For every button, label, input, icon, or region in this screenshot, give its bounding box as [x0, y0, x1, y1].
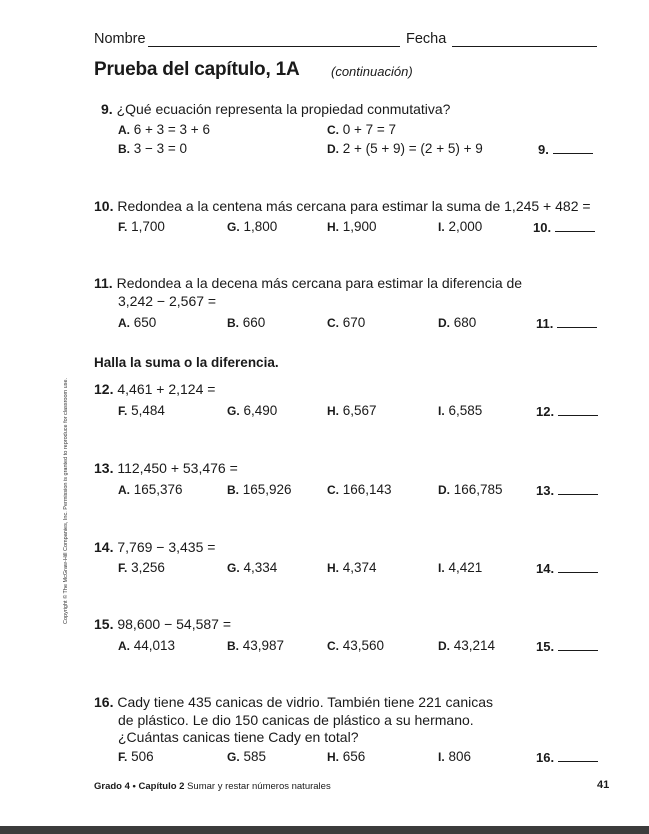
- option-11b[interactable]: B. 660: [227, 315, 266, 330]
- question-12: 12. 4,461 + 2,124 =: [94, 381, 216, 397]
- answer-blank-9[interactable]: 9.: [538, 142, 593, 157]
- answer-blank-16[interactable]: 16.: [536, 750, 598, 765]
- question-16: 16. Cady tiene 435 canicas de vidrio. También tiene 221 canicas: [94, 694, 494, 710]
- name-field[interactable]: [148, 46, 400, 47]
- option-15a[interactable]: A. 44,013: [118, 638, 176, 653]
- option-14i[interactable]: I. 4,421: [438, 560, 483, 575]
- option-13a[interactable]: A. 165,376: [118, 482, 183, 497]
- answer-blank-15[interactable]: 15.: [536, 639, 598, 654]
- option-14h[interactable]: H. 4,374: [327, 560, 377, 575]
- question-16-line3: ¿Cuántas canicas tiene Cady en total?: [118, 729, 359, 745]
- option-13c[interactable]: C. 166,143: [327, 482, 392, 497]
- option-11a[interactable]: A. 650: [118, 315, 157, 330]
- option-10i[interactable]: I. 2,000: [438, 219, 483, 234]
- option-14g[interactable]: G. 4,334: [227, 560, 278, 575]
- question-16-line2: de plástico. Le dio 150 canicas de plástico a su hermano.: [118, 712, 474, 728]
- option-10f[interactable]: F. 1,700: [118, 219, 165, 234]
- option-12i[interactable]: I. 6,585: [438, 403, 483, 418]
- bottom-edge-bar: [0, 826, 649, 834]
- answer-blank-11[interactable]: 11.: [536, 316, 597, 331]
- option-9b[interactable]: B. 3 − 3 = 0: [118, 141, 188, 156]
- option-12f[interactable]: F. 5,484: [118, 403, 165, 418]
- option-13b[interactable]: B. 165,926: [227, 482, 292, 497]
- option-15d[interactable]: D. 43,214: [438, 638, 496, 653]
- option-11c[interactable]: C. 670: [327, 315, 366, 330]
- option-9c[interactable]: C. 0 + 7 = 7: [327, 122, 397, 137]
- date-label: Fecha: [406, 31, 447, 47]
- option-9d[interactable]: D. 2 + (5 + 9) = (2 + 5) + 9: [327, 141, 483, 156]
- section-heading: Halla la suma o la diferencia.: [94, 355, 279, 370]
- option-15c[interactable]: C. 43,560: [327, 638, 385, 653]
- copyright-notice: Copyright © The McGraw-Hill Companies, Inc. Permission is granted to reproduce for classroom use.: [63, 377, 69, 624]
- option-15b[interactable]: B. 43,987: [227, 638, 285, 653]
- option-14f[interactable]: F. 3,256: [118, 560, 165, 575]
- option-12g[interactable]: G. 6,490: [227, 403, 278, 418]
- option-16g[interactable]: G. 585: [227, 749, 266, 764]
- date-field[interactable]: [452, 46, 597, 47]
- option-16f[interactable]: F. 506: [118, 749, 154, 764]
- question-13: 13. 112,450 + 53,476 =: [94, 460, 238, 476]
- option-11d[interactable]: D. 680: [438, 315, 477, 330]
- question-15: 15. 98,600 − 54,587 =: [94, 616, 232, 632]
- option-16h[interactable]: H. 656: [327, 749, 366, 764]
- answer-blank-14[interactable]: 14.: [536, 561, 598, 576]
- option-10g[interactable]: G. 1,800: [227, 219, 278, 234]
- answer-blank-12[interactable]: 12.: [536, 404, 598, 419]
- footer-info: Grado 4 • Capítulo 2 Sumar y restar números naturales: [94, 781, 331, 792]
- question-10: 10. Redondea a la centena más cercana para estimar la suma de 1,245 + 482 =: [94, 198, 591, 214]
- page-subtitle: (continuación): [331, 64, 413, 79]
- option-16i[interactable]: I. 806: [438, 749, 471, 764]
- page-number: 41: [597, 779, 610, 791]
- answer-blank-13[interactable]: 13.: [536, 483, 598, 498]
- question-11-line2: 3,242 − 2,567 =: [118, 293, 217, 309]
- question-14: 14. 7,769 − 3,435 =: [94, 539, 216, 555]
- answer-blank-10[interactable]: 10.: [533, 220, 595, 235]
- option-9a[interactable]: A. 6 + 3 = 3 + 6: [118, 122, 210, 137]
- option-13d[interactable]: D. 166,785: [438, 482, 503, 497]
- option-12h[interactable]: H. 6,567: [327, 403, 377, 418]
- question-11: 11. Redondea a la decena más cercana para estimar la diferencia de: [94, 275, 523, 291]
- option-10h[interactable]: H. 1,900: [327, 219, 377, 234]
- question-9: 9. ¿Qué ecuación representa la propiedad conmutativa?: [101, 101, 451, 117]
- page-title: Prueba del capítulo, 1A: [94, 59, 300, 80]
- name-label: Nombre: [94, 31, 146, 47]
